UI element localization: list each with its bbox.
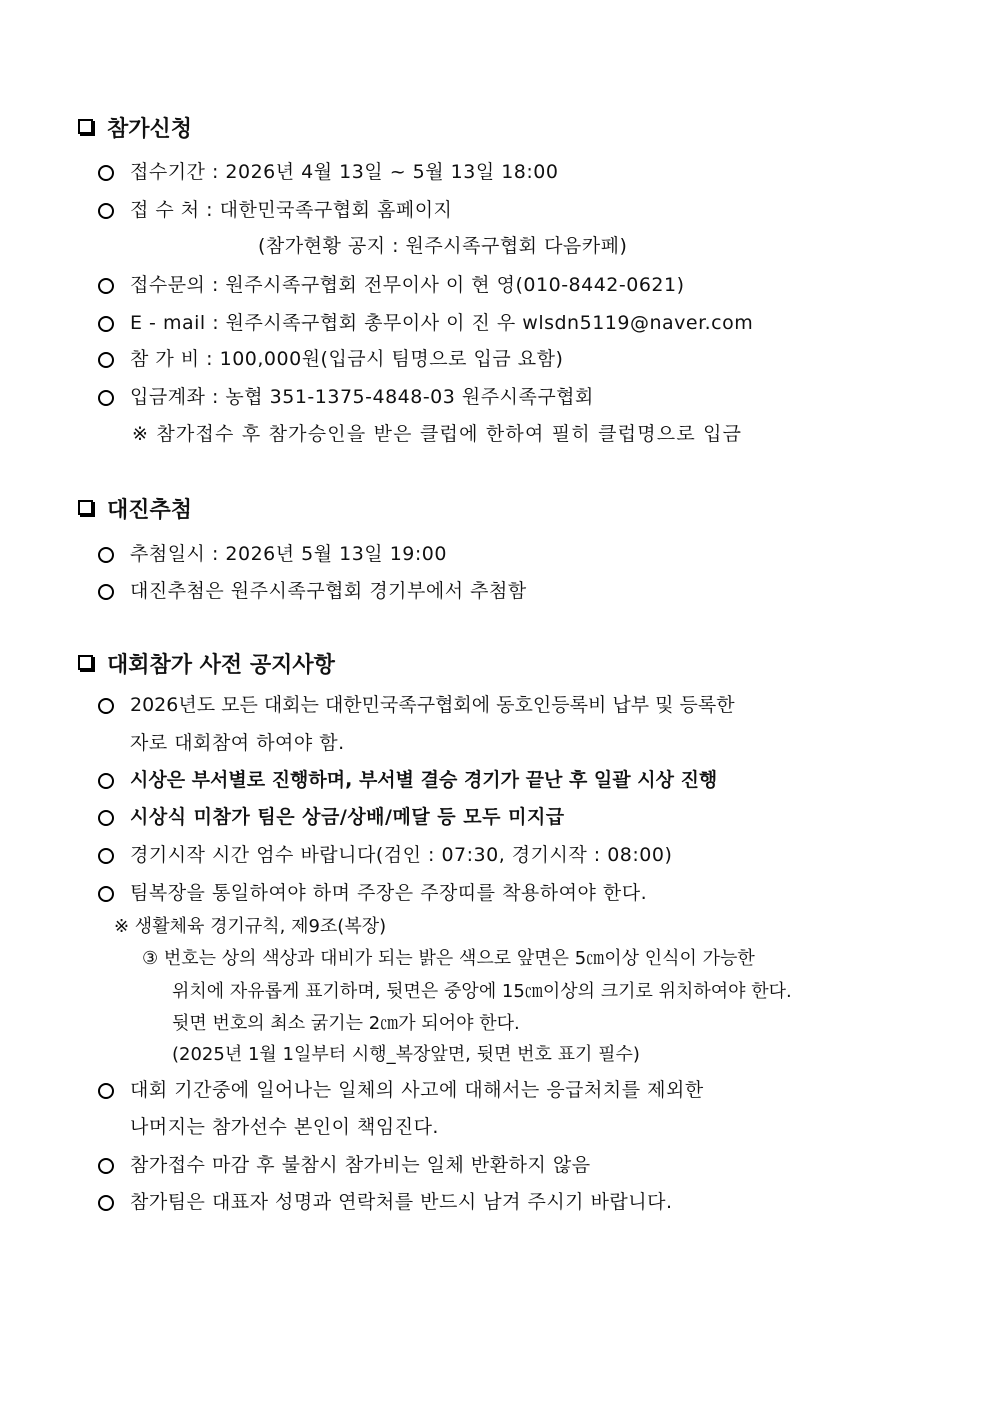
notice-item-8: 참가팀은 대표자 성명과 연락처를 반드시 남겨 주시기 바랍니다. — [130, 1191, 673, 1213]
circle-bullet-icon — [98, 1195, 114, 1211]
circle-bullet-icon — [98, 278, 114, 294]
section-title: 대회참가 사전 공지사항 — [107, 653, 335, 678]
circle-bullet-icon — [98, 886, 114, 902]
draw-datetime: 추첨일시 : 2026년 5월 13일 19:00 — [130, 543, 447, 565]
registration-email: E - mail : 원주시족구협회 총무이사 이 진 우 wlsdn5119@naver.com — [130, 312, 754, 334]
notice-item-1-line-1: 2026년도 모든 대회는 대한민국족구협회에 동호인등록비 납부 및 등록한 — [130, 694, 735, 716]
notice-item-2: 시상은 부서별로 진행하며, 부서별 결승 경기가 끝난 후 일괄 시상 진행 — [130, 769, 718, 791]
notice-item-1-line-2: 자로 대회참여 하여야 함. — [130, 732, 345, 754]
notice-item-3: 시상식 미참가 팀은 상금/상배/메달 등 모두 미지급 — [130, 806, 565, 828]
circle-bullet-icon — [98, 547, 114, 563]
notice-item-5: 팀복장을 통일하여야 하며 주장은 주장띠를 착용하여야 한다. — [130, 882, 648, 904]
section-heading-notice — [78, 652, 335, 680]
section-heading-registration — [78, 116, 192, 144]
rule-line-1: ③ 번호는 상의 색상과 대비가 되는 밝은 색으로 앞면은 5㎝이상 인식이 가능한 — [142, 948, 755, 969]
registration-account: 입금계좌 : 농협 351-1375-4848-03 원주시족구협회 — [130, 386, 594, 408]
checkbox-square-icon — [78, 119, 93, 134]
registration-place: 접 수 처 : 대한민국족구협회 홈페이지 — [130, 199, 453, 221]
rule-title: ※ 생활체육 경기규칙, 제9조(복장) — [114, 916, 387, 937]
circle-bullet-icon — [98, 352, 114, 368]
registration-place-note: (참가현황 공지 : 원주시족구협회 다음카페) — [258, 235, 628, 257]
rule-line-4: (2025년 1월 1일부터 시행_복장앞면, 뒷면 번호 표기 필수) — [172, 1044, 640, 1065]
section-title: 참가신청 — [107, 117, 193, 142]
notice-item-6-line-2: 나머지는 참가선수 본인이 책임진다. — [130, 1116, 439, 1138]
circle-bullet-icon — [98, 1083, 114, 1099]
checkbox-square-icon — [78, 500, 93, 515]
circle-bullet-icon — [98, 1158, 114, 1174]
checkbox-square-icon — [78, 655, 93, 670]
circle-bullet-icon — [98, 773, 114, 789]
circle-bullet-icon — [98, 848, 114, 864]
rule-line-3: 뒷면 번호의 최소 굵기는 2㎝가 되어야 한다. — [172, 1013, 520, 1034]
circle-bullet-icon — [98, 165, 114, 181]
registration-inquiry: 접수문의 : 원주시족구협회 전무이사 이 현 영(010-8442-0621) — [130, 274, 685, 296]
section-title: 대진추첨 — [107, 498, 193, 523]
registration-account-note: ※ 참가접수 후 참가승인을 받은 클럽에 한하여 필히 클럽명으로 입금 — [132, 423, 743, 445]
registration-period: 접수기간 : 2026년 4월 13일 ~ 5월 13일 18:00 — [130, 161, 559, 183]
circle-bullet-icon — [98, 698, 114, 714]
registration-fee: 참 가 비 : 100,000원(입금시 팀명으로 입금 요함) — [130, 348, 564, 370]
circle-bullet-icon — [98, 203, 114, 219]
notice-item-6-line-1: 대회 기간중에 일어나는 일체의 사고에 대해서는 응급처치를 제외한 — [130, 1079, 704, 1101]
circle-bullet-icon — [98, 584, 114, 600]
rule-line-2: 위치에 자유롭게 표기하며, 뒷면은 중앙에 15㎝이상의 크기로 위치하여야 한다. — [172, 981, 792, 1002]
circle-bullet-icon — [98, 316, 114, 332]
circle-bullet-icon — [98, 390, 114, 406]
notice-item-7: 참가접수 마감 후 불참시 참가비는 일체 반환하지 않음 — [130, 1154, 591, 1176]
section-heading-draw — [78, 497, 192, 525]
draw-description: 대진추첨은 원주시족구협회 경기부에서 추첨함 — [130, 580, 527, 602]
notice-item-4: 경기시작 시간 엄수 바랍니다(검인 : 07:30, 경기시작 : 08:00) — [130, 844, 673, 866]
circle-bullet-icon — [98, 810, 114, 826]
